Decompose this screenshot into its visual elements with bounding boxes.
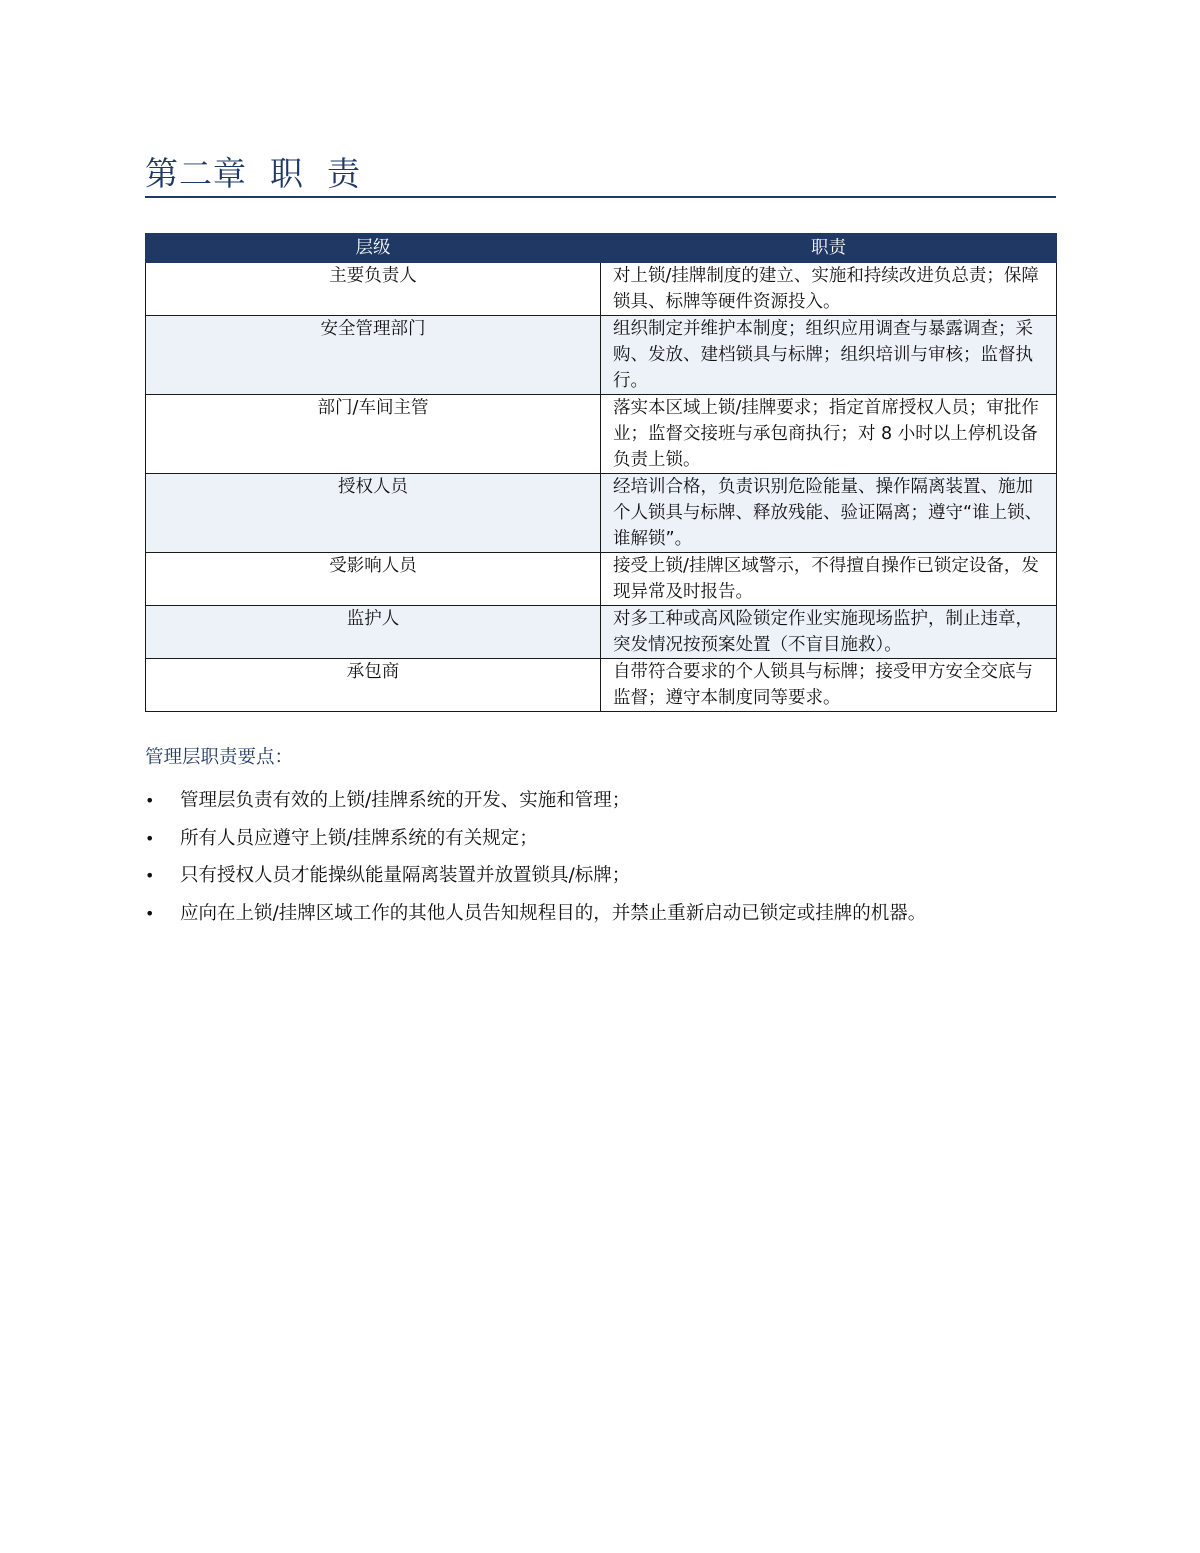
list-item (145, 826, 926, 864)
bullet-icon: • (145, 866, 155, 885)
chapter-title: 第二章 职 责 (145, 154, 361, 193)
duty-cell: 对上锁/挂牌制度的建立、实施和持续改进负总责；保障锁具、标牌等硬件资源投入。 (601, 263, 1057, 316)
list-item-text: 只有授权人员才能操纵能量隔离装置并放置锁具/标牌； (180, 865, 631, 886)
management-points-heading: 管理层职责要点： (145, 747, 294, 768)
list-item (145, 863, 926, 901)
table-row (146, 474, 1057, 553)
table-row (146, 395, 1057, 474)
table-header-row (146, 234, 1057, 263)
table-row (146, 659, 1057, 712)
duty-cell: 对多工种或高风险锁定作业实施现场监护，制止违章，突发情况按预案处置（不盲目施救）。 (601, 606, 1057, 659)
header-level: 层级 (146, 234, 601, 263)
level-cell: 承包商 (146, 659, 601, 712)
table-row (146, 263, 1057, 316)
bullet-icon: • (145, 903, 155, 923)
bullet-icon: • (145, 791, 155, 810)
duty-cell: 落实本区域上锁/挂牌要求；指定首席授权人员；审批作业；监督交接班与承包商执行；对 8 小时以上停机设备负责上锁。 (601, 395, 1057, 474)
level-cell: 部门/车间主管 (146, 395, 601, 474)
level-cell: 受影响人员 (146, 553, 601, 606)
duty-cell: 经培训合格，负责识别危险能量、操作隔离装置、施加个人锁具与标牌、释放残能、验证隔离；遵守“谁上锁、谁解锁”。 (601, 474, 1057, 553)
responsibility-table (145, 233, 1057, 712)
table-row (146, 606, 1057, 659)
title-divider (145, 196, 1056, 198)
duty-cell: 组织制定并维护本制度；组织应用调查与暴露调查；采购、发放、建档锁具与标牌；组织培训与审核；监督执行。 (601, 316, 1057, 395)
list-item (145, 901, 926, 939)
level-cell: 安全管理部门 (146, 316, 601, 395)
header-duty: 职责 (601, 234, 1057, 263)
level-cell: 主要负责人 (146, 263, 601, 316)
level-cell: 监护人 (146, 606, 601, 659)
table-row (146, 316, 1057, 395)
list-item (145, 788, 926, 826)
table-row (146, 553, 1057, 606)
duty-cell: 自带符合要求的个人锁具与标牌；接受甲方安全交底与监督；遵守本制度同等要求。 (601, 659, 1057, 712)
management-points-list (145, 788, 926, 938)
duty-cell: 接受上锁/挂牌区域警示，不得擅自操作已锁定设备，发现异常及时报告。 (601, 553, 1057, 606)
list-item-text: 应向在上锁/挂牌区域工作的其他人员告知规程目的，并禁止重新启动已锁定或挂牌的机器。 (180, 902, 927, 924)
list-item-text: 所有人员应遵守上锁/挂牌系统的有关规定； (180, 827, 538, 849)
list-item-text: 管理层负责有效的上锁/挂牌系统的开发、实施和管理； (180, 790, 631, 811)
bullet-icon: • (145, 828, 155, 848)
level-cell: 授权人员 (146, 474, 601, 553)
